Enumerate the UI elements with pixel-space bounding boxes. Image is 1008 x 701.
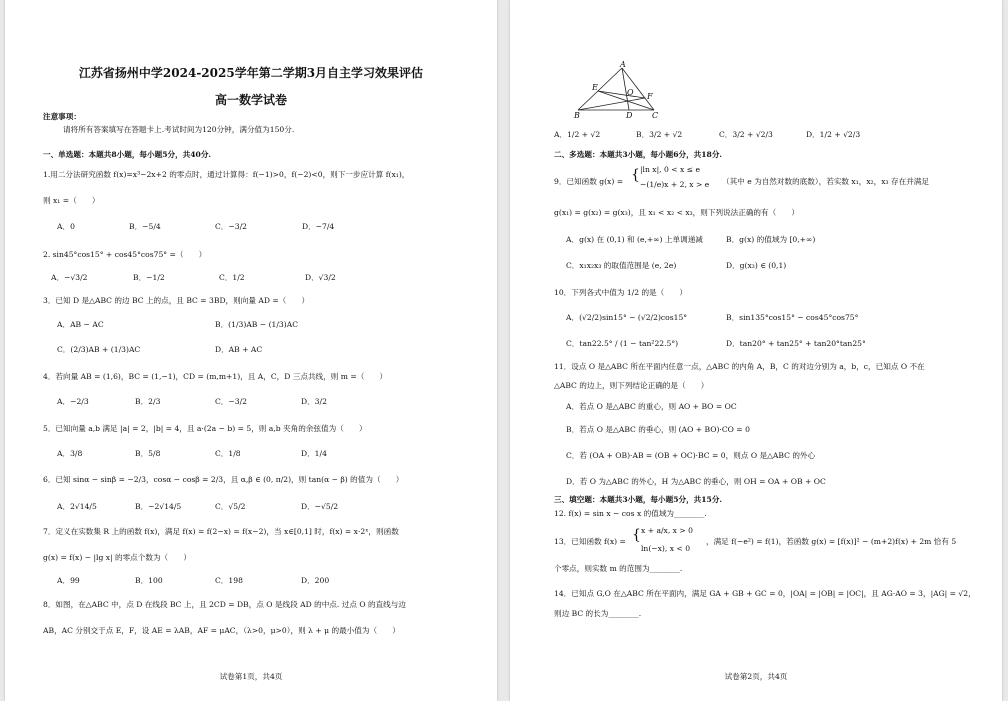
q3-option-a: A．AB − AC	[57, 320, 104, 329]
question-1-line-2: 则 x₁ =（ ）	[43, 196, 100, 205]
section-1-heading: 一、单选题：本题共8小题，每小题5分，共40分.	[43, 150, 212, 159]
question-14-line-1: 14．已知点 G,O 在△ABC 所在平面内，满足 GA + GB + GC = 0，|OA| = |OB| = |OC|，且 AG·AO = 3，|AG| = √2，	[554, 589, 976, 598]
q9-option-b: B．g(x) 的值域为 [0,+∞)	[726, 235, 816, 244]
label-d: D	[626, 111, 633, 120]
question-5: 5．已知向量 a,b 满足 |a| = 2，|b| = 4，且 a·(2a − b) = 5，则 a,b 夹角的余弦值为（ ）	[43, 424, 367, 433]
question-8-line-2: AB，AC 分别交于点 E，F，设 AE = λAB，AF = μAC，（λ>0，μ>0），则 λ + μ 的最小值为（ ）	[43, 626, 400, 635]
question-7-line-1: 7．定义在实数集 R 上的函数 f(x)，满足 f(x) = f(2−x) = f(x−2)，当 x∈[0,1] 时，f(x) = x·2ˣ，则函数	[43, 527, 399, 536]
notice-heading: 注意事项：	[43, 112, 81, 121]
label-e: E	[592, 83, 598, 92]
q8-option-c: C．3/2 + √2/3	[719, 130, 773, 139]
question-9-tail: （其中 e 为自然对数的底数），若实数 x₁，x₂，x₃ 存在并满足	[722, 177, 929, 186]
segment-ef	[598, 91, 645, 98]
q6-option-d: D．−√5/2	[301, 502, 339, 511]
q9-option-d: D．g(x₃) ∈ (0,1)	[726, 261, 787, 270]
q13-case-1: x + a/x, x > 0	[641, 526, 693, 535]
question-12: 12. f(x) = sin x − cos x 的值域为________.	[554, 509, 707, 518]
q3-option-c: C．(2/3)AB + (1/3)AC	[57, 345, 141, 354]
page-1-footer: 试卷第1页，共4页	[219, 672, 283, 681]
q10-option-b: B．sin135°cos15° − cos45°cos75°	[726, 313, 859, 322]
question-11-line-2: △ABC 的边上，则下列结论正确的是（ ）	[554, 381, 709, 390]
q2-option-b: B．−1/2	[133, 273, 165, 282]
q11-option-c: C．若 (OA + OB)·AB = (OB + OC)·BC = 0，则点 O 是△ABC 的外心	[566, 451, 816, 460]
q8-option-a: A．1/2 + √2	[554, 130, 601, 139]
q8-option-d: D．1/2 + √2/3	[806, 130, 861, 139]
question-3: 3．已知 D 是△ABC 的边 BC 上的点，且 BC = 3BD，则向量 AD =（ ）	[43, 296, 310, 305]
q1-option-c: C．−3/2	[215, 222, 247, 231]
q4-option-d: D．3/2	[301, 397, 327, 406]
q6-option-c: C．√5/2	[215, 502, 246, 511]
question-4: 4．若向量 AB = (1,6)，BC = (1,−1)，CD = (m,m+1)，且 A，C，D 三点共线，则 m =（ ）	[43, 372, 388, 381]
q9-option-a: A．g(x) 在 (0,1) 和 (e,+∞) 上单调递减	[566, 235, 703, 244]
q3-option-b: B．(1/3)AB − (1/3)AC	[215, 320, 299, 329]
page-2-footer: 试卷第2页，共4页	[724, 672, 788, 681]
q1-option-b: B．−5/4	[129, 222, 161, 231]
q9-option-c: C．x₁x₂x₃ 的取值范围是 (e, 2e)	[566, 261, 677, 270]
question-10: 10．下列各式中值为 1/2 的是（ ）	[554, 288, 688, 297]
q5-option-d: D．1/4	[301, 449, 327, 458]
section-3-heading: 三、填空题：本题共3小题，每小题5分，共15分.	[554, 495, 723, 504]
q11-option-a: A．若点 O 是△ABC 的重心，则 AO + BO = OC	[566, 402, 737, 411]
triangle-figure	[572, 60, 668, 120]
q2-option-d: D．√3/2	[305, 273, 336, 282]
label-b: B	[574, 111, 580, 120]
exam-page-2	[510, 0, 1002, 701]
label-c: C	[652, 111, 659, 120]
exam-subtitle: 高一数学试卷	[214, 93, 287, 107]
q5-option-b: B．5/8	[135, 449, 161, 458]
q10-option-a: A．(√2/2)sin15° − (√2/2)cos15°	[566, 313, 688, 322]
question-11-line-1: 11．设点 O 是△ABC 所在平面内任意一点，△ABC 的内角 A，B，C 的对边分别为 a，b，c，已知点 O 不在	[554, 362, 925, 371]
question-9-lead: 9．已知函数 g(x) =	[554, 177, 624, 186]
q7-option-d: D．200	[301, 576, 330, 585]
question-14-line-2: 则边 BC 的长为________.	[554, 609, 642, 618]
q8-option-b: B．3/2 + √2	[636, 130, 683, 139]
question-6: 6．已知 sinα − sinβ = −2/3，cosα − cosβ = 2/3，且 α,β ∈ (0, π/2)，则 tan(α − β) 的值为（ ）	[43, 475, 404, 484]
q2-option-a: A．−√3/2	[51, 273, 88, 282]
q6-option-a: A．2√14/5	[57, 502, 97, 511]
exam-page-1	[5, 0, 497, 701]
q10-option-c: C．tan22.5° / (1 − tan²22.5°)	[566, 339, 679, 348]
q7-option-c: C．198	[215, 576, 243, 585]
q4-option-b: B．2/3	[135, 397, 161, 406]
label-a: A	[620, 60, 626, 69]
q9-brace: {	[631, 167, 640, 183]
q10-option-d: D．tan20° + tan25° + tan20°tan25°	[726, 339, 866, 348]
question-2: 2. sin45°cos15° + cos45°cos75° =（ ）	[43, 250, 207, 259]
q7-option-b: B．100	[135, 576, 163, 585]
q4-option-c: C．−3/2	[215, 397, 247, 406]
q7-option-a: A．99	[57, 576, 80, 585]
q11-option-d: D．若 O 为△ABC 的外心，H 为△ABC 的垂心，则 OH = OA + OB + OC	[566, 477, 826, 486]
notice-text: 请将所有答案填写在答题卡上.考试时间为120分钟，满分值为150分.	[63, 125, 295, 134]
q9-case-2: −(1/e)x + 2, x > e	[640, 180, 710, 189]
q3-option-d: D．AB + AC	[215, 345, 263, 354]
q4-option-a: A．−2/3	[57, 397, 89, 406]
q2-option-c: C．1/2	[219, 273, 245, 282]
q1-option-d: D．−7/4	[302, 222, 335, 231]
question-9-line-2: g(x₁) = g(x₂) = g(x₃)，且 x₁ < x₂ < x₃，则下列说法正确的有（ ）	[554, 208, 799, 217]
question-8-line-1: 8．如图，在△ABC 中，点 D 在线段 BC 上，且 2CD = DB，点 O 是线段 AD 的中点. 过点 O 的直线与边	[43, 600, 406, 609]
q13-case-2: ln(−x), x < 0	[641, 544, 691, 553]
q5-option-c: C．1/8	[215, 449, 241, 458]
label-f: F	[647, 92, 653, 101]
question-13-tail: ，满足 f(−e²) = f(1)，若函数 g(x) = [f(x)]² − (m+2)f(x) + 2m 恰有 5	[706, 537, 957, 546]
question-13-line-2: 个零点，则实数 m 的范围为________.	[554, 564, 683, 573]
q1-option-a: A．0	[57, 222, 75, 231]
section-2-heading: 二、多选题：本题共3小题，每小题6分，共18分.	[554, 150, 723, 159]
exam-title: 江苏省扬州中学2024-2025学年第二学期3月自主学习效果评估	[78, 66, 424, 80]
q6-option-b: B．−2√14/5	[135, 502, 182, 511]
q11-option-b: B．若点 O 是△ABC 的垂心，则 (AO + BO)·CO = 0	[566, 425, 750, 434]
label-o: O	[627, 88, 634, 97]
q9-case-1: |ln x|, 0 < x ≤ e	[640, 165, 700, 174]
q13-brace: {	[632, 527, 641, 543]
question-7-line-2: g(x) = f(x) − |lg x| 的零点个数为（ ）	[43, 553, 191, 562]
segment-bf	[578, 98, 645, 110]
question-13-lead: 13．已知函数 f(x) =	[554, 537, 626, 546]
q5-option-a: A．3/8	[57, 449, 83, 458]
question-1-line-1: 1.用二分法研究函数 f(x)=x³−2x+2 的零点时，通过计算得：f(−1)>0，f(−2)<0，则下一步应计算 f(x₁)，	[43, 170, 410, 179]
